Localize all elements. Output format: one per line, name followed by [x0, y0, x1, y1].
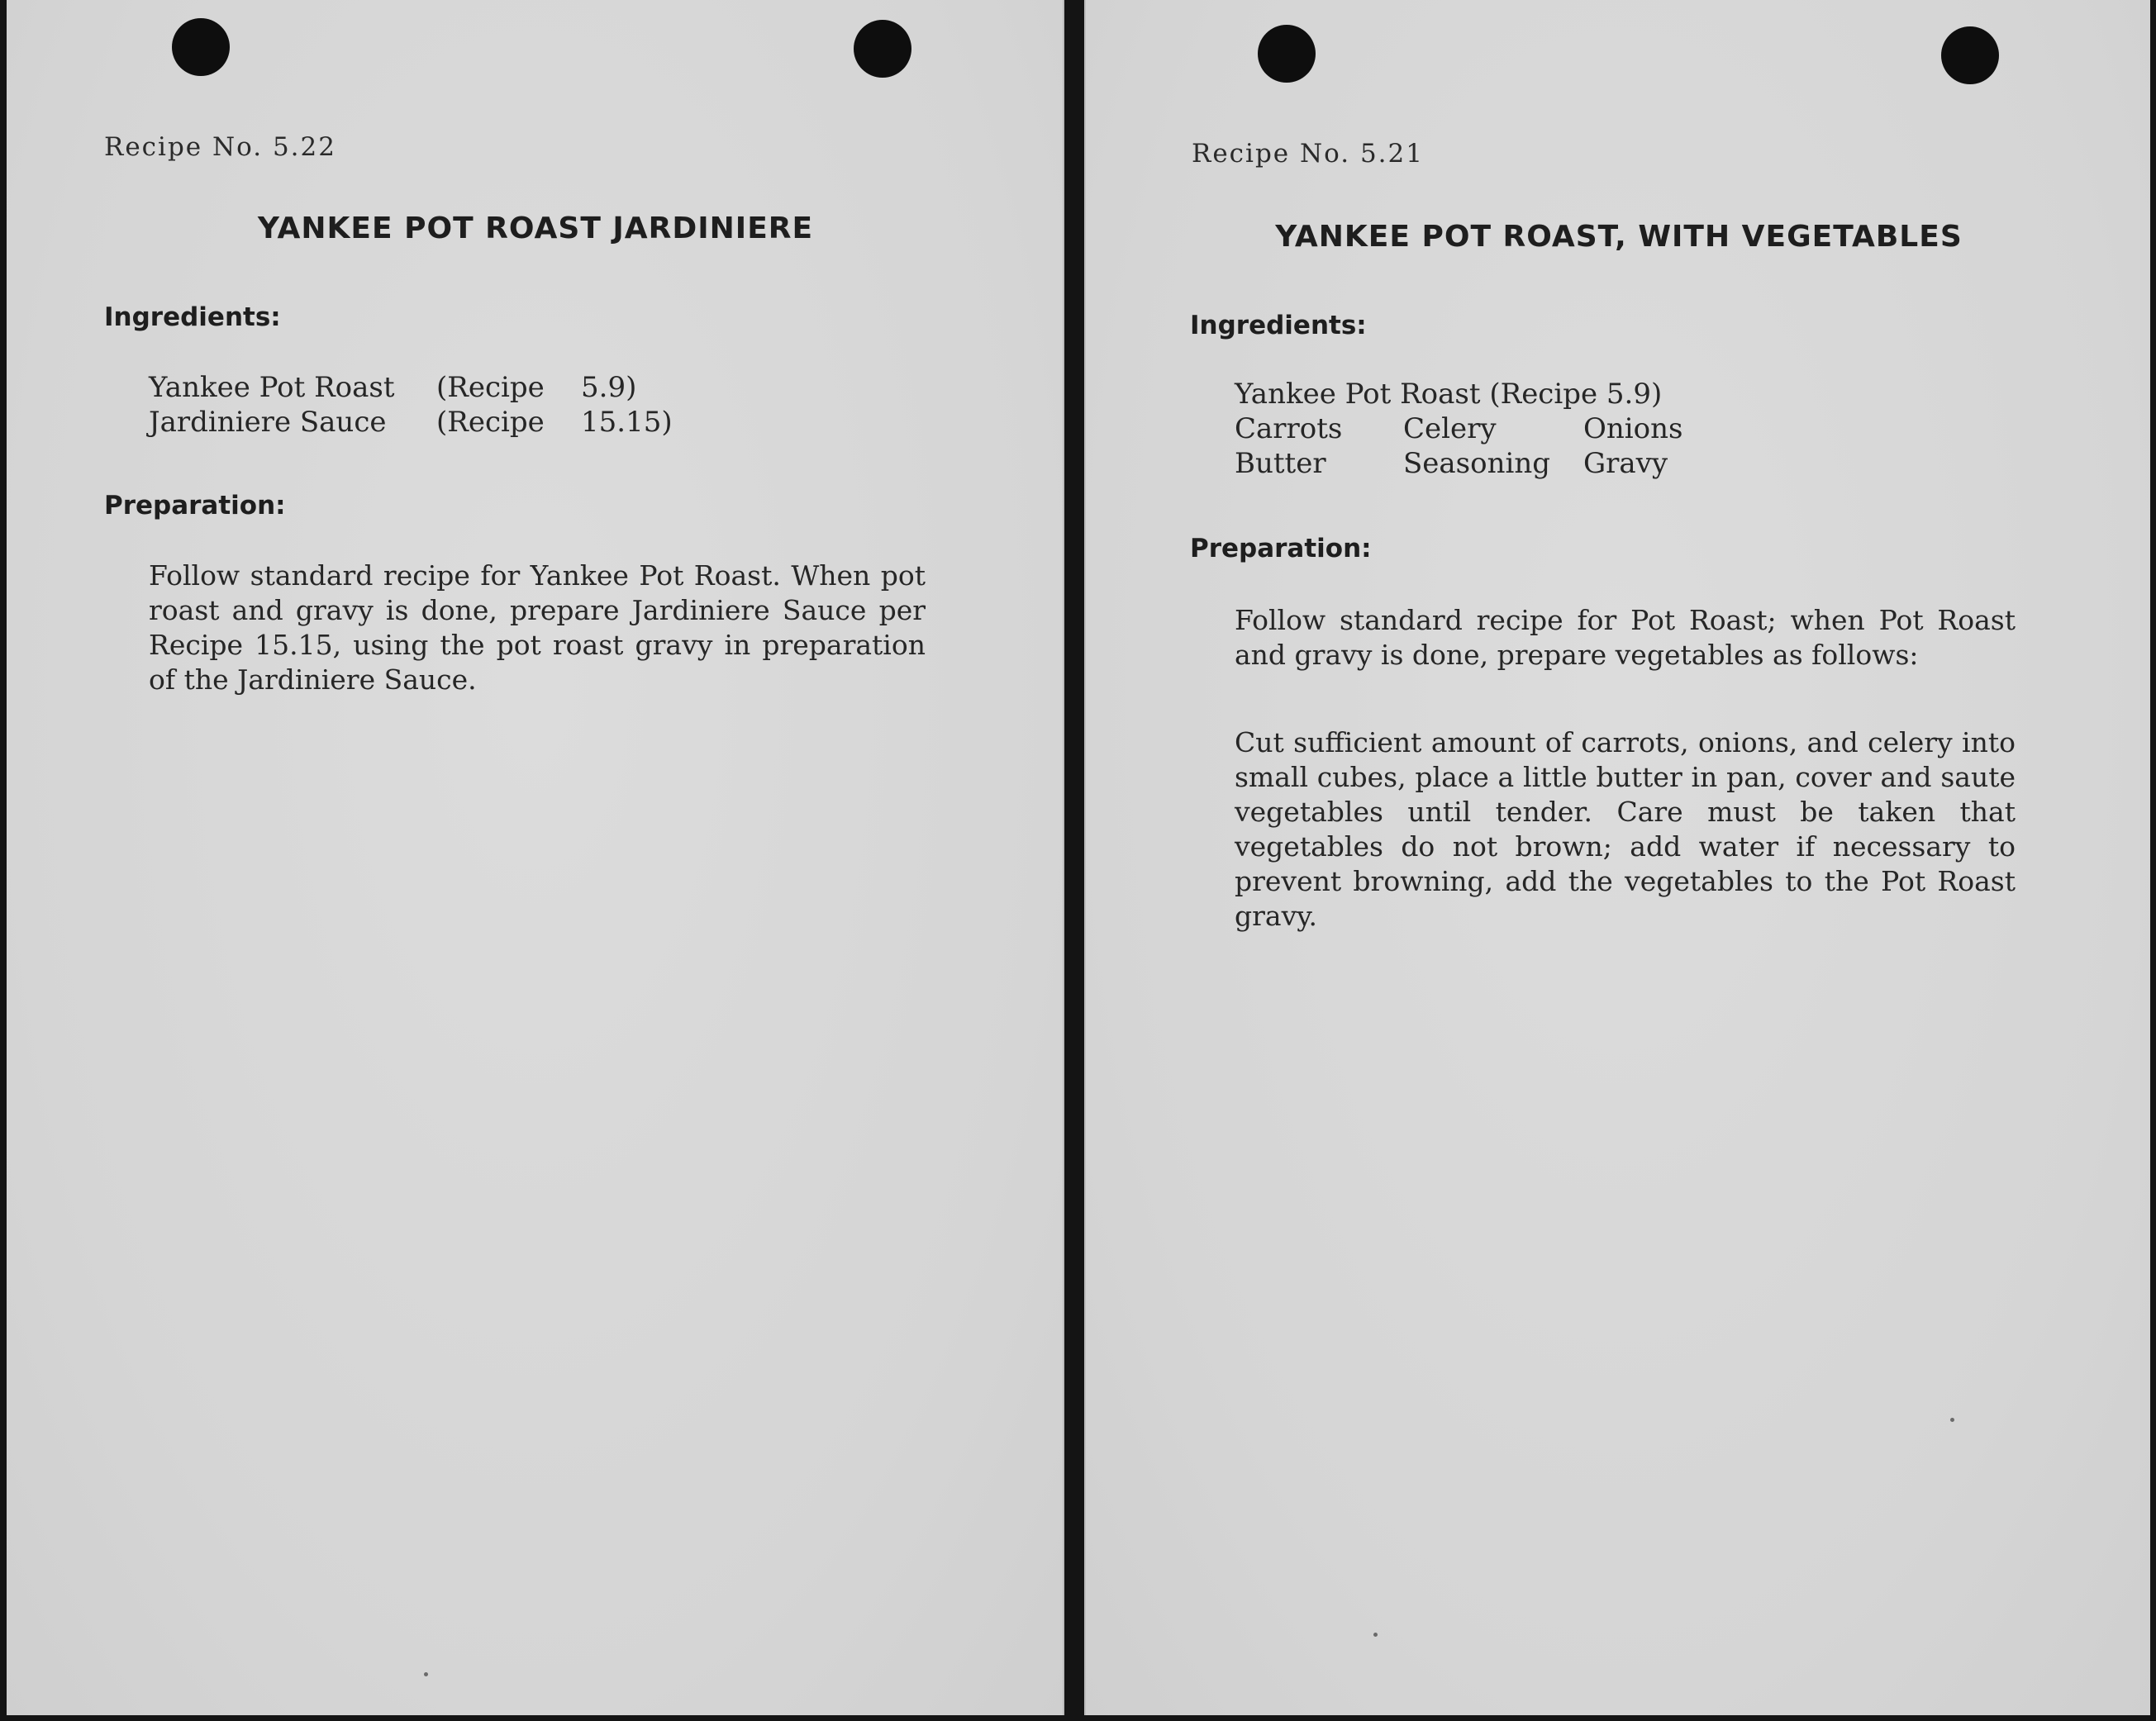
- ingredients-list: [149, 370, 673, 440]
- ingredient-row: [1235, 411, 1682, 446]
- preparation-heading: Preparation:: [104, 491, 286, 521]
- paper-speck: [424, 1672, 428, 1676]
- preparation-heading: Preparation:: [1190, 534, 1372, 563]
- ingredients-heading: Ingredients:: [1190, 311, 1367, 340]
- ingredients-heading: Ingredients:: [104, 302, 281, 332]
- ingredient-main: Yankee Pot Roast (Recipe 5.9): [1235, 378, 1663, 411]
- ingredient-ref-value: 15.15): [581, 406, 673, 439]
- ingredient-name: Yankee Pot Roast: [149, 371, 395, 404]
- preparation-paragraph: Follow standard recipe for Yankee Pot Roast. When pot roast and gravy is done, prepare Jardiniere Sauce per Recipe 15.15, using the pot roast gravy in preparation of the Jardiniere Sauce.: [149, 559, 926, 696]
- ingredient-item: Gravy: [1583, 447, 1668, 480]
- ingredient-ref-value: 5.9): [581, 371, 637, 404]
- ingredient-item: Seasoning: [1403, 447, 1551, 480]
- recipe-title: YANKEE POT ROAST JARDINIERE: [257, 212, 814, 245]
- recipe-number: Recipe No. 5.22: [104, 132, 336, 162]
- ingredient-item: Onions: [1583, 412, 1683, 445]
- preparation-paragraph: Follow standard recipe for Pot Roast; when Pot Roast and gravy is done, prepare vegetables as follows:: [1235, 604, 2016, 671]
- ingredients-list: [1235, 377, 1682, 481]
- ingredient-name: Jardiniere Sauce: [149, 406, 387, 439]
- ingredient-ref-label: (Recipe: [436, 371, 545, 404]
- recipe-number: Recipe No. 5.21: [1192, 139, 1424, 169]
- ingredient-item: Butter: [1235, 447, 1326, 480]
- ingredient-item: Carrots: [1235, 412, 1343, 445]
- ingredient-item: Celery: [1403, 412, 1497, 445]
- ingredient-row: [149, 405, 673, 440]
- recipe-title: YANKEE POT ROAST, WITH VEGETABLES: [1275, 220, 1963, 254]
- ingredient-ref-label: (Recipe: [436, 406, 545, 439]
- punch-hole-left-top: [1258, 25, 1316, 83]
- paper-speck: [1950, 1418, 1954, 1422]
- ingredient-row: [149, 370, 673, 405]
- recipe-card-left: [7, 0, 1064, 1715]
- ingredient-row: [1235, 377, 1682, 411]
- ingredient-row: [1235, 446, 1682, 481]
- punch-hole-right-top: [854, 20, 911, 78]
- preparation-paragraph: Cut sufficient amount of carrots, onions, and celery into small cubes, place a little butter in pan, cover and saute vegetables until tender. Care must be taken that vegetables do not brown; add water if necessary to prevent browning, add the vegetables to the Pot Roast gravy.: [1235, 726, 2016, 932]
- paper-speck: [1373, 1633, 1378, 1637]
- recipe-card-right: [1084, 0, 2150, 1715]
- punch-hole-left-top: [172, 18, 230, 76]
- punch-hole-right-top: [1941, 26, 1999, 84]
